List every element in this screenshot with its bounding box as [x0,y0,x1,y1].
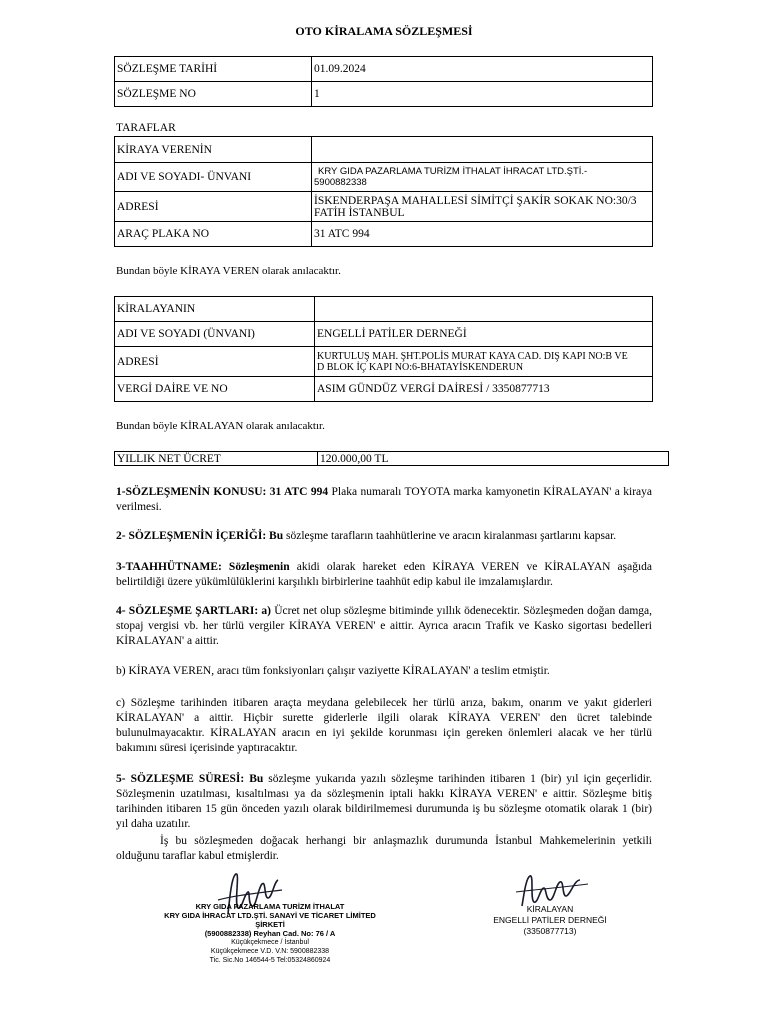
page-title: OTO KİRALAMA SÖZLEŞMESİ [295,24,473,38]
lessor-address-value [312,192,653,222]
lessor-stamp [160,902,380,965]
contract-info-table [114,56,653,107]
lessor-stamp-line5: Küçükçekmece V.D. V.N: 5900882338 [210,948,330,955]
lessor-note: Bundan böyle KİRAYA VEREN olarak anılacaktır. [116,265,341,277]
clause-1-head: 1-SÖZLEŞMENİN KONUSU: 31 ATC 994 [116,486,329,498]
clause-3 [116,560,652,590]
clause-1-text: Plaka numaralı TOYOTA marka kamyonetin KİRALAYAN' a kiraya verilmesi. [116,486,652,513]
lessor-stamp-line6: Tic. Sic.No 146544-5 Tel:05324860924 [209,957,331,964]
lessor-table [114,136,653,247]
lessor-address-line2: FATİH İSTANBUL [314,206,405,219]
lessee-signature-role: KİRALAYAN [526,904,574,914]
lessor-name-label: ADI VE SOYADI- ÜNVANI [115,163,312,192]
clause-4b: b) KİRAYA VEREN, aracı tüm fonksiyonları çalışır vaziyette KİRALAYAN' a teslim etmiştir. [116,665,550,677]
parties-heading: TARAFLAR [116,122,176,134]
clause-6: İş bu sözleşmeden doğacak herhangi bir anlaşmazlık durumunda İstanbul Mahkemelerinin yetkili olduğunu taraflar kabul etmişlerdir. [116,835,652,862]
lessor-header-empty [312,137,653,163]
clause-4c: c) Sözleşme tarihinden itibaren araçta meydana gelebilecek her türlü arıza, bakım, onarım ve yakıt giderleri KİRALAYAN' a aittir. Hiçbir surette giderlerle ilgili olarak KİRAYA VEREN' den ücret talebinde bulunulmayacaktır. KİRALAYAN aracın en iyi şekilde korunması için gereken önlemleri alacak ve her türlü bakımını süresi içerisinde yaptıracaktır. [116,697,652,754]
lessee-signature-name: ENGELLİ PATİLER DERNEĞİ [493,915,607,925]
clause-5-text: sözleşme yukarıda yazılı sözleşme tarihinden itibaren 1 (bir) yıl için geçerlidir. Sözleşmenin uzatılması, kısaltılması ya da sözleşmenin iptali hakkı KİRAYA VEREN' e aittir. Sözleşme bitiş tarihinden itibaren 15 gün önceden yazılı olarak bildirilmemesi durumunda iş bu sözleşme otomatik olarak 1 (bir) yıl daha uzatılır. [116,773,652,830]
lessee-address-label: ADRESİ [115,347,315,377]
lessor-address-label: ADRESİ [115,192,312,222]
lessee-address-line1: KURTULUŞ MAH. ŞHT.POLİS MURAT KAYA CAD. DIŞ KAPI NO:B VE [317,350,628,362]
clause-5 [116,772,652,832]
plate-value: 31 ATC 994 [312,222,653,247]
lessor-header: KİRAYA VERENİN [115,137,312,163]
fee-table [114,451,669,466]
lessee-note: Bundan böyle KİRALAYAN olarak anılacaktır. [116,420,325,432]
fee-label: YILLIK NET ÜCRET [115,452,318,466]
lessee-signature-block [460,904,640,937]
clause-2-head: 2- SÖZLEŞMENİN İÇERİĞİ: Bu [116,530,284,542]
lessee-table [114,296,653,402]
contract-date-label: SÖZLEŞME TARİHİ [115,57,312,82]
lessor-stamp-line3: (5900882338) Reyhan Cad. No: 76 / A [204,929,336,938]
contract-no-label: SÖZLEŞME NO [115,82,312,107]
lessor-address-line1: İSKENDERPAŞA MAHALLESİ SİMİTÇİ ŞAKİR SOKAK NO:30/3 [314,194,637,207]
lessor-stamp-line1: KRY GIDA PAZARLAMA TURİZM İTHALAT [195,902,345,911]
lessee-name-label: ADI VE SOYADI (ÜNVANI) [115,322,315,347]
lessee-address-line2: D BLOK İÇ KAPI NO:6-BHATAYİSKENDERUN [317,361,524,373]
lessor-name-line1: KRY GIDA PAZARLAMA TURİZM İTHALAT İHRACAT LTD.ŞTİ.- [318,166,588,177]
clause-4-head: 4- SÖZLEŞME ŞARTLARI: a) [116,605,271,617]
lessee-header: KİRALAYANIN [115,297,315,322]
clause-3-head: 3-TAAHHÜTNAME: Sözleşmenin [116,561,290,573]
clause-3-text: akidi olarak hareket eden KİRAYA VEREN ve KİRALAYAN aşağıda belirtildiği üzere yükümlülüklerini karşılıklı birbirlerine taahhüt edip kabul ile imzalamışlardır. [116,561,653,588]
clause-2 [116,529,652,544]
contract-no-value: 1 [312,82,653,107]
lessee-signature-taxno: (3350877713) [523,926,577,936]
lessee-name-value: ENGELLİ PATİLER DERNEĞİ [315,322,653,347]
clause-4 [116,604,652,649]
contract-date-value: 01.09.2024 [312,57,653,82]
lessor-stamp-line2: KRY GIDA İHRACAT LTD.ŞTİ. SANAYİ VE TİCARET LİMİTED ŞİRKETİ [164,911,376,929]
lessor-name-line2: 5900882338 [314,177,367,188]
clause-4-text: Ücret net olup sözleşme bitiminde yıllık ödenecektir. Sözleşmeden doğan damga, stopaj vergisi vb. her türlü vergiler KİRAYA VEREN' e aittir. Ayrıca aracın Trafik ve Kasko sigortası bedelleri KİRALAYAN' a aittir. [116,605,653,647]
lessee-tax-value: ASIM GÜNDÜZ VERGİ DAİRESİ / 3350877713 [315,377,653,402]
lessee-header-empty [315,297,653,322]
fee-value: 120.000,00 TL [318,452,669,466]
lessor-stamp-line4: Küçükçekmece / İstanbul [231,939,309,946]
clause-5-head: 5- SÖZLEŞME SÜRESİ: Bu [116,773,264,785]
clause-1 [116,485,652,515]
lessee-tax-label: VERGİ DAİRE VE NO [115,377,315,402]
plate-label: ARAÇ PLAKA NO [115,222,312,247]
clause-2-text: sözleşme tarafların taahhütlerine ve aracın kiralanması şartlarını kapsar. [283,530,617,542]
lessor-name-value [312,163,653,192]
lessee-address-value [315,347,653,377]
